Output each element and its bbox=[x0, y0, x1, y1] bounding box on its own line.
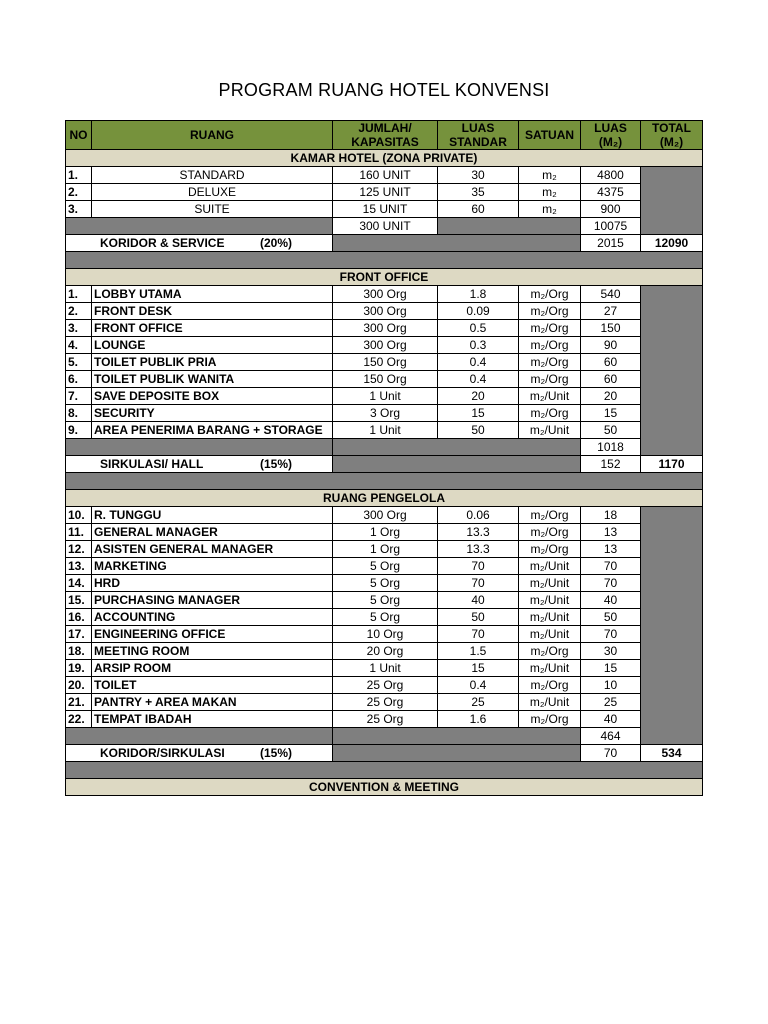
cell-no: 1. bbox=[66, 167, 92, 184]
cell-ruang: ARSIP ROOM bbox=[92, 660, 333, 677]
cell-satuan: m₂/Unit bbox=[519, 626, 581, 643]
subtotal-row bbox=[66, 439, 703, 456]
cell-luas: 15 bbox=[581, 660, 641, 677]
cell-jumlah: 1 Unit bbox=[333, 422, 438, 439]
subtotal-filler bbox=[66, 728, 333, 745]
table-row bbox=[66, 677, 703, 694]
cell-no: 9. bbox=[66, 422, 92, 439]
cell-ruang: HRD bbox=[92, 575, 333, 592]
cell-luas: 70 bbox=[581, 626, 641, 643]
table-row bbox=[66, 575, 703, 592]
extra-row bbox=[66, 235, 703, 252]
cell-luas-standar: 1.8 bbox=[438, 286, 519, 303]
cell-satuan: m₂/Org bbox=[519, 507, 581, 524]
cell-luas: 4375 bbox=[581, 184, 641, 201]
cell-luas-standar: 0.3 bbox=[438, 337, 519, 354]
cell-ruang: MARKETING bbox=[92, 558, 333, 575]
cell-ruang: FRONT OFFICE bbox=[92, 320, 333, 337]
table-row bbox=[66, 337, 703, 354]
cell-satuan: m₂/Org bbox=[519, 286, 581, 303]
cell-luas: 40 bbox=[581, 711, 641, 728]
cell-jumlah: 125 UNIT bbox=[333, 184, 438, 201]
cell-jumlah: 20 Org bbox=[333, 643, 438, 660]
cell-jumlah: 160 UNIT bbox=[333, 167, 438, 184]
section-total: 12090 bbox=[641, 235, 703, 252]
table-row bbox=[66, 286, 703, 303]
section-header-row bbox=[66, 779, 703, 796]
cell-luas: 900 bbox=[581, 201, 641, 218]
cell-jumlah: 150 Org bbox=[333, 354, 438, 371]
subtotal-filler-2 bbox=[438, 218, 581, 235]
cell-ruang: SECURITY bbox=[92, 405, 333, 422]
cell-no: 1. bbox=[66, 286, 92, 303]
table-row bbox=[66, 388, 703, 405]
cell-luas: 150 bbox=[581, 320, 641, 337]
cell-luas: 25 bbox=[581, 694, 641, 711]
cell-no: 19. bbox=[66, 660, 92, 677]
cell-luas-standar: 30 bbox=[438, 167, 519, 184]
cell-jumlah: 1 Org bbox=[333, 541, 438, 558]
cell-no: 6. bbox=[66, 371, 92, 388]
subtotal-row bbox=[66, 728, 703, 745]
cell-no: 21. bbox=[66, 694, 92, 711]
cell-satuan: m₂/Unit bbox=[519, 558, 581, 575]
cell-luas-standar: 70 bbox=[438, 575, 519, 592]
cell-satuan: m₂/Unit bbox=[519, 388, 581, 405]
cell-satuan: m₂/Org bbox=[519, 371, 581, 388]
header-luas-standar: LUAS STANDAR bbox=[438, 121, 519, 150]
table-row bbox=[66, 524, 703, 541]
extra-label-cell bbox=[66, 235, 333, 252]
cell-luas-standar: 25 bbox=[438, 694, 519, 711]
cell-luas: 60 bbox=[581, 354, 641, 371]
table-row bbox=[66, 405, 703, 422]
cell-ruang: PURCHASING MANAGER bbox=[92, 592, 333, 609]
section-total: 534 bbox=[641, 745, 703, 762]
cell-luas: 30 bbox=[581, 643, 641, 660]
cell-luas: 27 bbox=[581, 303, 641, 320]
cell-no: 22. bbox=[66, 711, 92, 728]
cell-satuan: m₂/Org bbox=[519, 303, 581, 320]
cell-luas: 540 bbox=[581, 286, 641, 303]
cell-luas: 70 bbox=[581, 558, 641, 575]
cell-luas-standar: 70 bbox=[438, 626, 519, 643]
cell-ruang: R. TUNGGU bbox=[92, 507, 333, 524]
section-title: KAMAR HOTEL (ZONA PRIVATE) bbox=[66, 150, 703, 167]
cell-luas-standar: 1.6 bbox=[438, 711, 519, 728]
separator-row bbox=[66, 473, 703, 490]
extra-label: KORIDOR/SIRKULASI bbox=[100, 746, 225, 760]
section-title: RUANG PENGELOLA bbox=[66, 490, 703, 507]
cell-jumlah: 25 Org bbox=[333, 677, 438, 694]
cell-ruang: TOILET PUBLIK WANITA bbox=[92, 371, 333, 388]
cell-luas-standar: 13.3 bbox=[438, 541, 519, 558]
cell-ruang: SUITE bbox=[92, 201, 333, 218]
section-header-row bbox=[66, 490, 703, 507]
table-row bbox=[66, 592, 703, 609]
cell-luas-standar: 0.06 bbox=[438, 507, 519, 524]
cell-satuan: m₂/Org bbox=[519, 405, 581, 422]
cell-luas-standar: 0.5 bbox=[438, 320, 519, 337]
cell-ruang: TEMPAT IBADAH bbox=[92, 711, 333, 728]
cell-satuan: m₂/Org bbox=[519, 354, 581, 371]
total-filler bbox=[641, 167, 703, 235]
table-row bbox=[66, 609, 703, 626]
cell-jumlah: 5 Org bbox=[333, 575, 438, 592]
cell-ruang: ENGINEERING OFFICE bbox=[92, 626, 333, 643]
subtotal-luas: 1018 bbox=[581, 439, 641, 456]
cell-no: 3. bbox=[66, 201, 92, 218]
cell-ruang: GENERAL MANAGER bbox=[92, 524, 333, 541]
cell-ruang: STANDARD bbox=[92, 167, 333, 184]
extra-luas: 70 bbox=[581, 745, 641, 762]
subtotal-filler-2 bbox=[333, 439, 581, 456]
cell-no: 15. bbox=[66, 592, 92, 609]
cell-luas: 90 bbox=[581, 337, 641, 354]
cell-no: 8. bbox=[66, 405, 92, 422]
total-filler bbox=[641, 286, 703, 456]
cell-jumlah: 3 Org bbox=[333, 405, 438, 422]
cell-ruang: PANTRY + AREA MAKAN bbox=[92, 694, 333, 711]
cell-no: 7. bbox=[66, 388, 92, 405]
cell-no: 12. bbox=[66, 541, 92, 558]
subtotal-row bbox=[66, 218, 703, 235]
cell-no: 16. bbox=[66, 609, 92, 626]
cell-luas-standar: 50 bbox=[438, 609, 519, 626]
table-row bbox=[66, 354, 703, 371]
page-title: PROGRAM RUANG HOTEL KONVENSI bbox=[218, 80, 550, 100]
cell-luas-standar: 50 bbox=[438, 422, 519, 439]
cell-no: 13. bbox=[66, 558, 92, 575]
cell-satuan: m₂/Unit bbox=[519, 609, 581, 626]
cell-ruang: TOILET bbox=[92, 677, 333, 694]
extra-row bbox=[66, 456, 703, 473]
header-row bbox=[66, 121, 703, 150]
extra-label-cell bbox=[66, 456, 333, 473]
table-row bbox=[66, 711, 703, 728]
cell-ruang: LOUNGE bbox=[92, 337, 333, 354]
cell-satuan: m₂ bbox=[519, 167, 581, 184]
cell-satuan: m₂ bbox=[519, 184, 581, 201]
table-row bbox=[66, 558, 703, 575]
header-luas: LUAS (M₂) bbox=[581, 121, 641, 150]
cell-luas-standar: 0.09 bbox=[438, 303, 519, 320]
cell-no: 2. bbox=[66, 184, 92, 201]
table-row bbox=[66, 167, 703, 184]
cell-luas: 4800 bbox=[581, 167, 641, 184]
cell-jumlah: 15 UNIT bbox=[333, 201, 438, 218]
cell-satuan: m₂/Unit bbox=[519, 592, 581, 609]
extra-percentage: (15%) bbox=[260, 746, 293, 760]
cell-satuan: m₂/Org bbox=[519, 337, 581, 354]
cell-satuan: m₂/Unit bbox=[519, 694, 581, 711]
cell-ruang: ACCOUNTING bbox=[92, 609, 333, 626]
cell-ruang: FRONT DESK bbox=[92, 303, 333, 320]
subtotal-luas: 464 bbox=[581, 728, 641, 745]
extra-label-cell bbox=[66, 745, 333, 762]
cell-luas: 20 bbox=[581, 388, 641, 405]
subtotal-filler bbox=[66, 218, 333, 235]
cell-no: 5. bbox=[66, 354, 92, 371]
table-row bbox=[66, 507, 703, 524]
extra-label: KORIDOR & SERVICE bbox=[100, 236, 225, 250]
cell-no: 3. bbox=[66, 320, 92, 337]
cell-no: 20. bbox=[66, 677, 92, 694]
cell-ruang: SAVE DEPOSITE BOX bbox=[92, 388, 333, 405]
cell-satuan: m₂/Unit bbox=[519, 575, 581, 592]
cell-jumlah: 25 Org bbox=[333, 694, 438, 711]
extra-luas: 2015 bbox=[581, 235, 641, 252]
cell-satuan: m₂ bbox=[519, 201, 581, 218]
cell-satuan: m₂/Unit bbox=[519, 422, 581, 439]
separator-row bbox=[66, 252, 703, 269]
cell-luas: 60 bbox=[581, 371, 641, 388]
total-filler bbox=[641, 507, 703, 745]
cell-luas-standar: 13.3 bbox=[438, 524, 519, 541]
cell-ruang: AREA PENERIMA BARANG + STORAGE bbox=[92, 422, 333, 439]
subtotal-filler-2 bbox=[333, 728, 581, 745]
cell-luas: 50 bbox=[581, 609, 641, 626]
cell-luas: 70 bbox=[581, 575, 641, 592]
table-row bbox=[66, 694, 703, 711]
cell-satuan: m₂/Org bbox=[519, 643, 581, 660]
header-jumlah: JUMLAH/ KAPASITAS bbox=[333, 121, 438, 150]
cell-luas-standar: 15 bbox=[438, 660, 519, 677]
cell-luas-standar: 0.4 bbox=[438, 371, 519, 388]
cell-luas-standar: 0.4 bbox=[438, 677, 519, 694]
cell-luas-standar: 20 bbox=[438, 388, 519, 405]
header-satuan: SATUAN bbox=[519, 121, 581, 150]
cell-jumlah: 300 Org bbox=[333, 320, 438, 337]
cell-jumlah: 10 Org bbox=[333, 626, 438, 643]
header-ruang: RUANG bbox=[92, 121, 333, 150]
cell-jumlah: 1 Unit bbox=[333, 388, 438, 405]
cell-no: 18. bbox=[66, 643, 92, 660]
cell-jumlah: 300 Org bbox=[333, 507, 438, 524]
program-table bbox=[65, 120, 703, 796]
cell-no: 17. bbox=[66, 626, 92, 643]
cell-jumlah: 5 Org bbox=[333, 592, 438, 609]
cell-jumlah: 300 Org bbox=[333, 286, 438, 303]
cell-luas: 10 bbox=[581, 677, 641, 694]
cell-no: 11. bbox=[66, 524, 92, 541]
table-body bbox=[66, 121, 703, 796]
extra-filler bbox=[333, 745, 581, 762]
section-header-row bbox=[66, 269, 703, 286]
cell-jumlah: 300 Org bbox=[333, 303, 438, 320]
table-row bbox=[66, 643, 703, 660]
cell-satuan: m₂/Unit bbox=[519, 660, 581, 677]
cell-ruang: DELUXE bbox=[92, 184, 333, 201]
subtotal-filler bbox=[66, 439, 333, 456]
table-row bbox=[66, 626, 703, 643]
cell-satuan: m₂/Org bbox=[519, 677, 581, 694]
extra-percentage: (15%) bbox=[260, 457, 293, 471]
cell-jumlah: 5 Org bbox=[333, 609, 438, 626]
extra-filler bbox=[333, 456, 581, 473]
cell-jumlah: 25 Org bbox=[333, 711, 438, 728]
cell-luas: 50 bbox=[581, 422, 641, 439]
table-row bbox=[66, 303, 703, 320]
cell-ruang: TOILET PUBLIK PRIA bbox=[92, 354, 333, 371]
section-total: 1170 bbox=[641, 456, 703, 473]
cell-satuan: m₂/Org bbox=[519, 524, 581, 541]
section-title: FRONT OFFICE bbox=[66, 269, 703, 286]
cell-luas-standar: 1.5 bbox=[438, 643, 519, 660]
table-row bbox=[66, 201, 703, 218]
section-header-row bbox=[66, 150, 703, 167]
cell-luas-standar: 40 bbox=[438, 592, 519, 609]
cell-luas-standar: 0.4 bbox=[438, 354, 519, 371]
cell-luas-standar: 15 bbox=[438, 405, 519, 422]
cell-luas-standar: 35 bbox=[438, 184, 519, 201]
cell-jumlah: 5 Org bbox=[333, 558, 438, 575]
header-total: TOTAL (M₂) bbox=[641, 121, 703, 150]
separator-row bbox=[66, 762, 703, 779]
cell-jumlah: 300 Org bbox=[333, 337, 438, 354]
table-row bbox=[66, 320, 703, 337]
cell-luas: 13 bbox=[581, 524, 641, 541]
cell-ruang: LOBBY UTAMA bbox=[92, 286, 333, 303]
cell-luas: 13 bbox=[581, 541, 641, 558]
cell-luas: 40 bbox=[581, 592, 641, 609]
separator-cell bbox=[66, 252, 703, 269]
extra-row bbox=[66, 745, 703, 762]
cell-satuan: m₂/Org bbox=[519, 541, 581, 558]
table-row bbox=[66, 184, 703, 201]
cell-no: 2. bbox=[66, 303, 92, 320]
extra-filler bbox=[333, 235, 581, 252]
cell-ruang: ASISTEN GENERAL MANAGER bbox=[92, 541, 333, 558]
table-row bbox=[66, 371, 703, 388]
separator-cell bbox=[66, 473, 703, 490]
section-title: CONVENTION & MEETING bbox=[66, 779, 703, 796]
subtotal-jumlah: 300 UNIT bbox=[333, 218, 438, 235]
cell-satuan: m₂/Org bbox=[519, 320, 581, 337]
cell-no: 4. bbox=[66, 337, 92, 354]
separator-cell bbox=[66, 762, 703, 779]
cell-jumlah: 1 Org bbox=[333, 524, 438, 541]
table-row bbox=[66, 660, 703, 677]
cell-satuan: m₂/Org bbox=[519, 711, 581, 728]
cell-jumlah: 150 Org bbox=[333, 371, 438, 388]
cell-luas: 18 bbox=[581, 507, 641, 524]
table-row bbox=[66, 541, 703, 558]
header-no: NO bbox=[66, 121, 92, 150]
extra-label: SIRKULASI/ HALL bbox=[100, 457, 204, 471]
cell-ruang: MEETING ROOM bbox=[92, 643, 333, 660]
table-row bbox=[66, 422, 703, 439]
extra-luas: 152 bbox=[581, 456, 641, 473]
cell-no: 14. bbox=[66, 575, 92, 592]
cell-jumlah: 1 Unit bbox=[333, 660, 438, 677]
cell-luas-standar: 60 bbox=[438, 201, 519, 218]
cell-luas: 15 bbox=[581, 405, 641, 422]
subtotal-luas: 10075 bbox=[581, 218, 641, 235]
cell-luas-standar: 70 bbox=[438, 558, 519, 575]
cell-no: 10. bbox=[66, 507, 92, 524]
extra-percentage: (20%) bbox=[260, 236, 293, 250]
